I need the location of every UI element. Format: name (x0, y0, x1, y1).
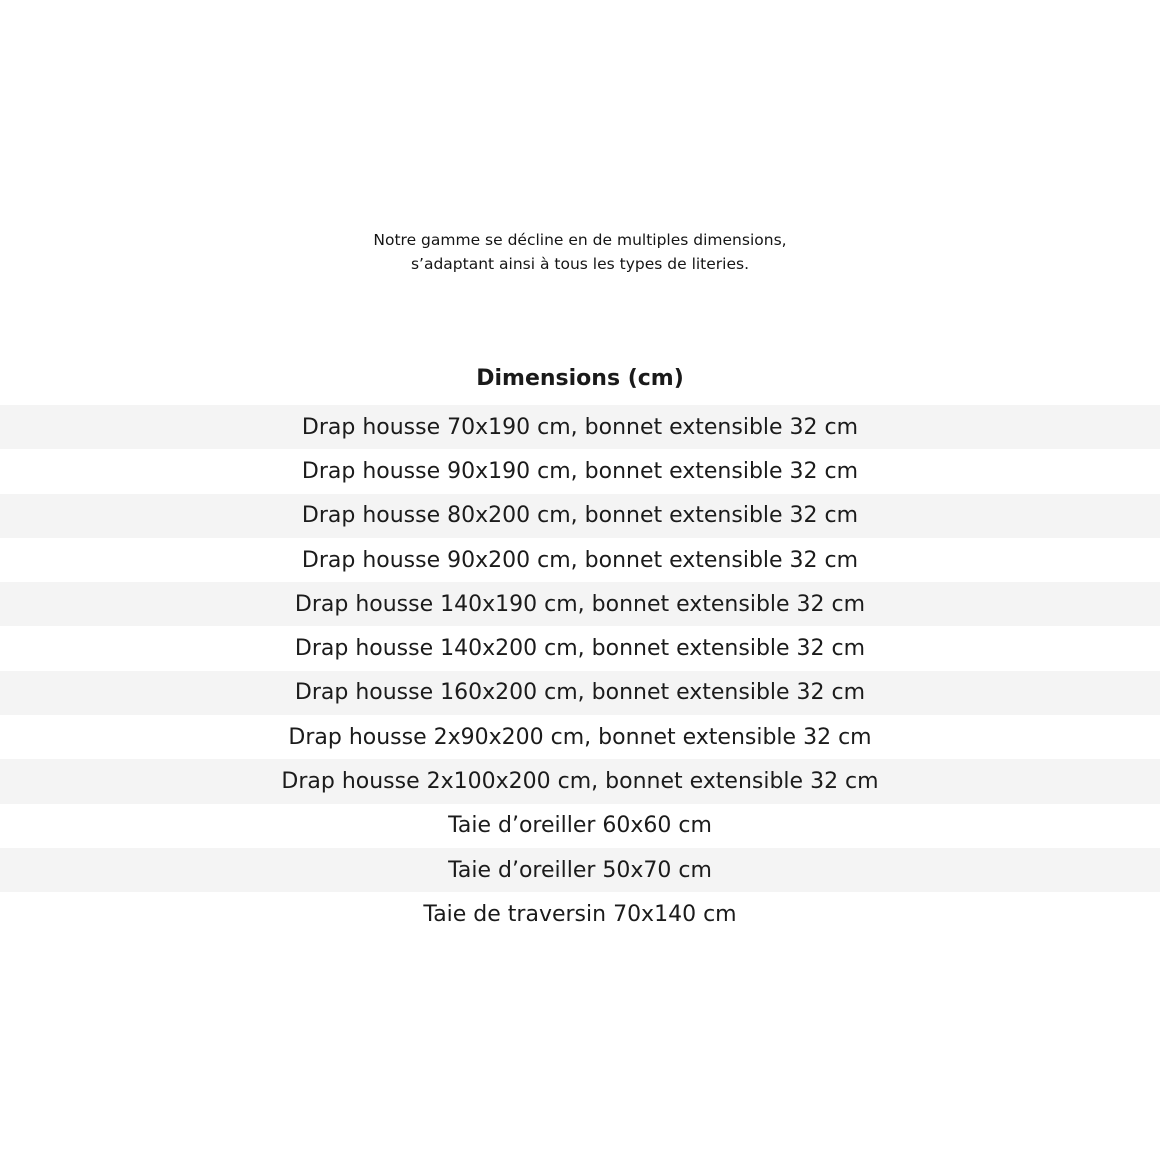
table-row: Taie d’oreiller 50x70 cm (0, 848, 1160, 892)
intro-line-1: Notre gamme se décline en de multiples dimensions, (373, 231, 787, 249)
table-row: Taie d’oreiller 60x60 cm (0, 804, 1160, 848)
table-row: Drap housse 140x200 cm, bonnet extensible 32 cm (0, 626, 1160, 670)
intro-line-2: s’adaptant ainsi à tous les types de literies. (410, 255, 750, 273)
table-row: Drap housse 90x200 cm, bonnet extensible 32 cm (0, 538, 1160, 582)
table-row: Taie de traversin 70x140 cm (0, 892, 1160, 936)
table-row: Drap housse 160x200 cm, bonnet extensible 32 cm (0, 671, 1160, 715)
table-row: Drap housse 2x100x200 cm, bonnet extensible 32 cm (0, 759, 1160, 803)
table-row: Drap housse 90x190 cm, bonnet extensible 32 cm (0, 449, 1160, 493)
intro-text (0, 228, 1160, 276)
table-row: Drap housse 2x90x200 cm, bonnet extensible 32 cm (0, 715, 1160, 759)
table-row: Drap housse 80x200 cm, bonnet extensible 32 cm (0, 494, 1160, 538)
dimensions-table (0, 405, 1160, 937)
table-row: Drap housse 140x190 cm, bonnet extensible 32 cm (0, 582, 1160, 626)
table-row: Drap housse 70x190 cm, bonnet extensible 32 cm (0, 405, 1160, 449)
dimensions-table-title: Dimensions (cm) (476, 366, 684, 391)
